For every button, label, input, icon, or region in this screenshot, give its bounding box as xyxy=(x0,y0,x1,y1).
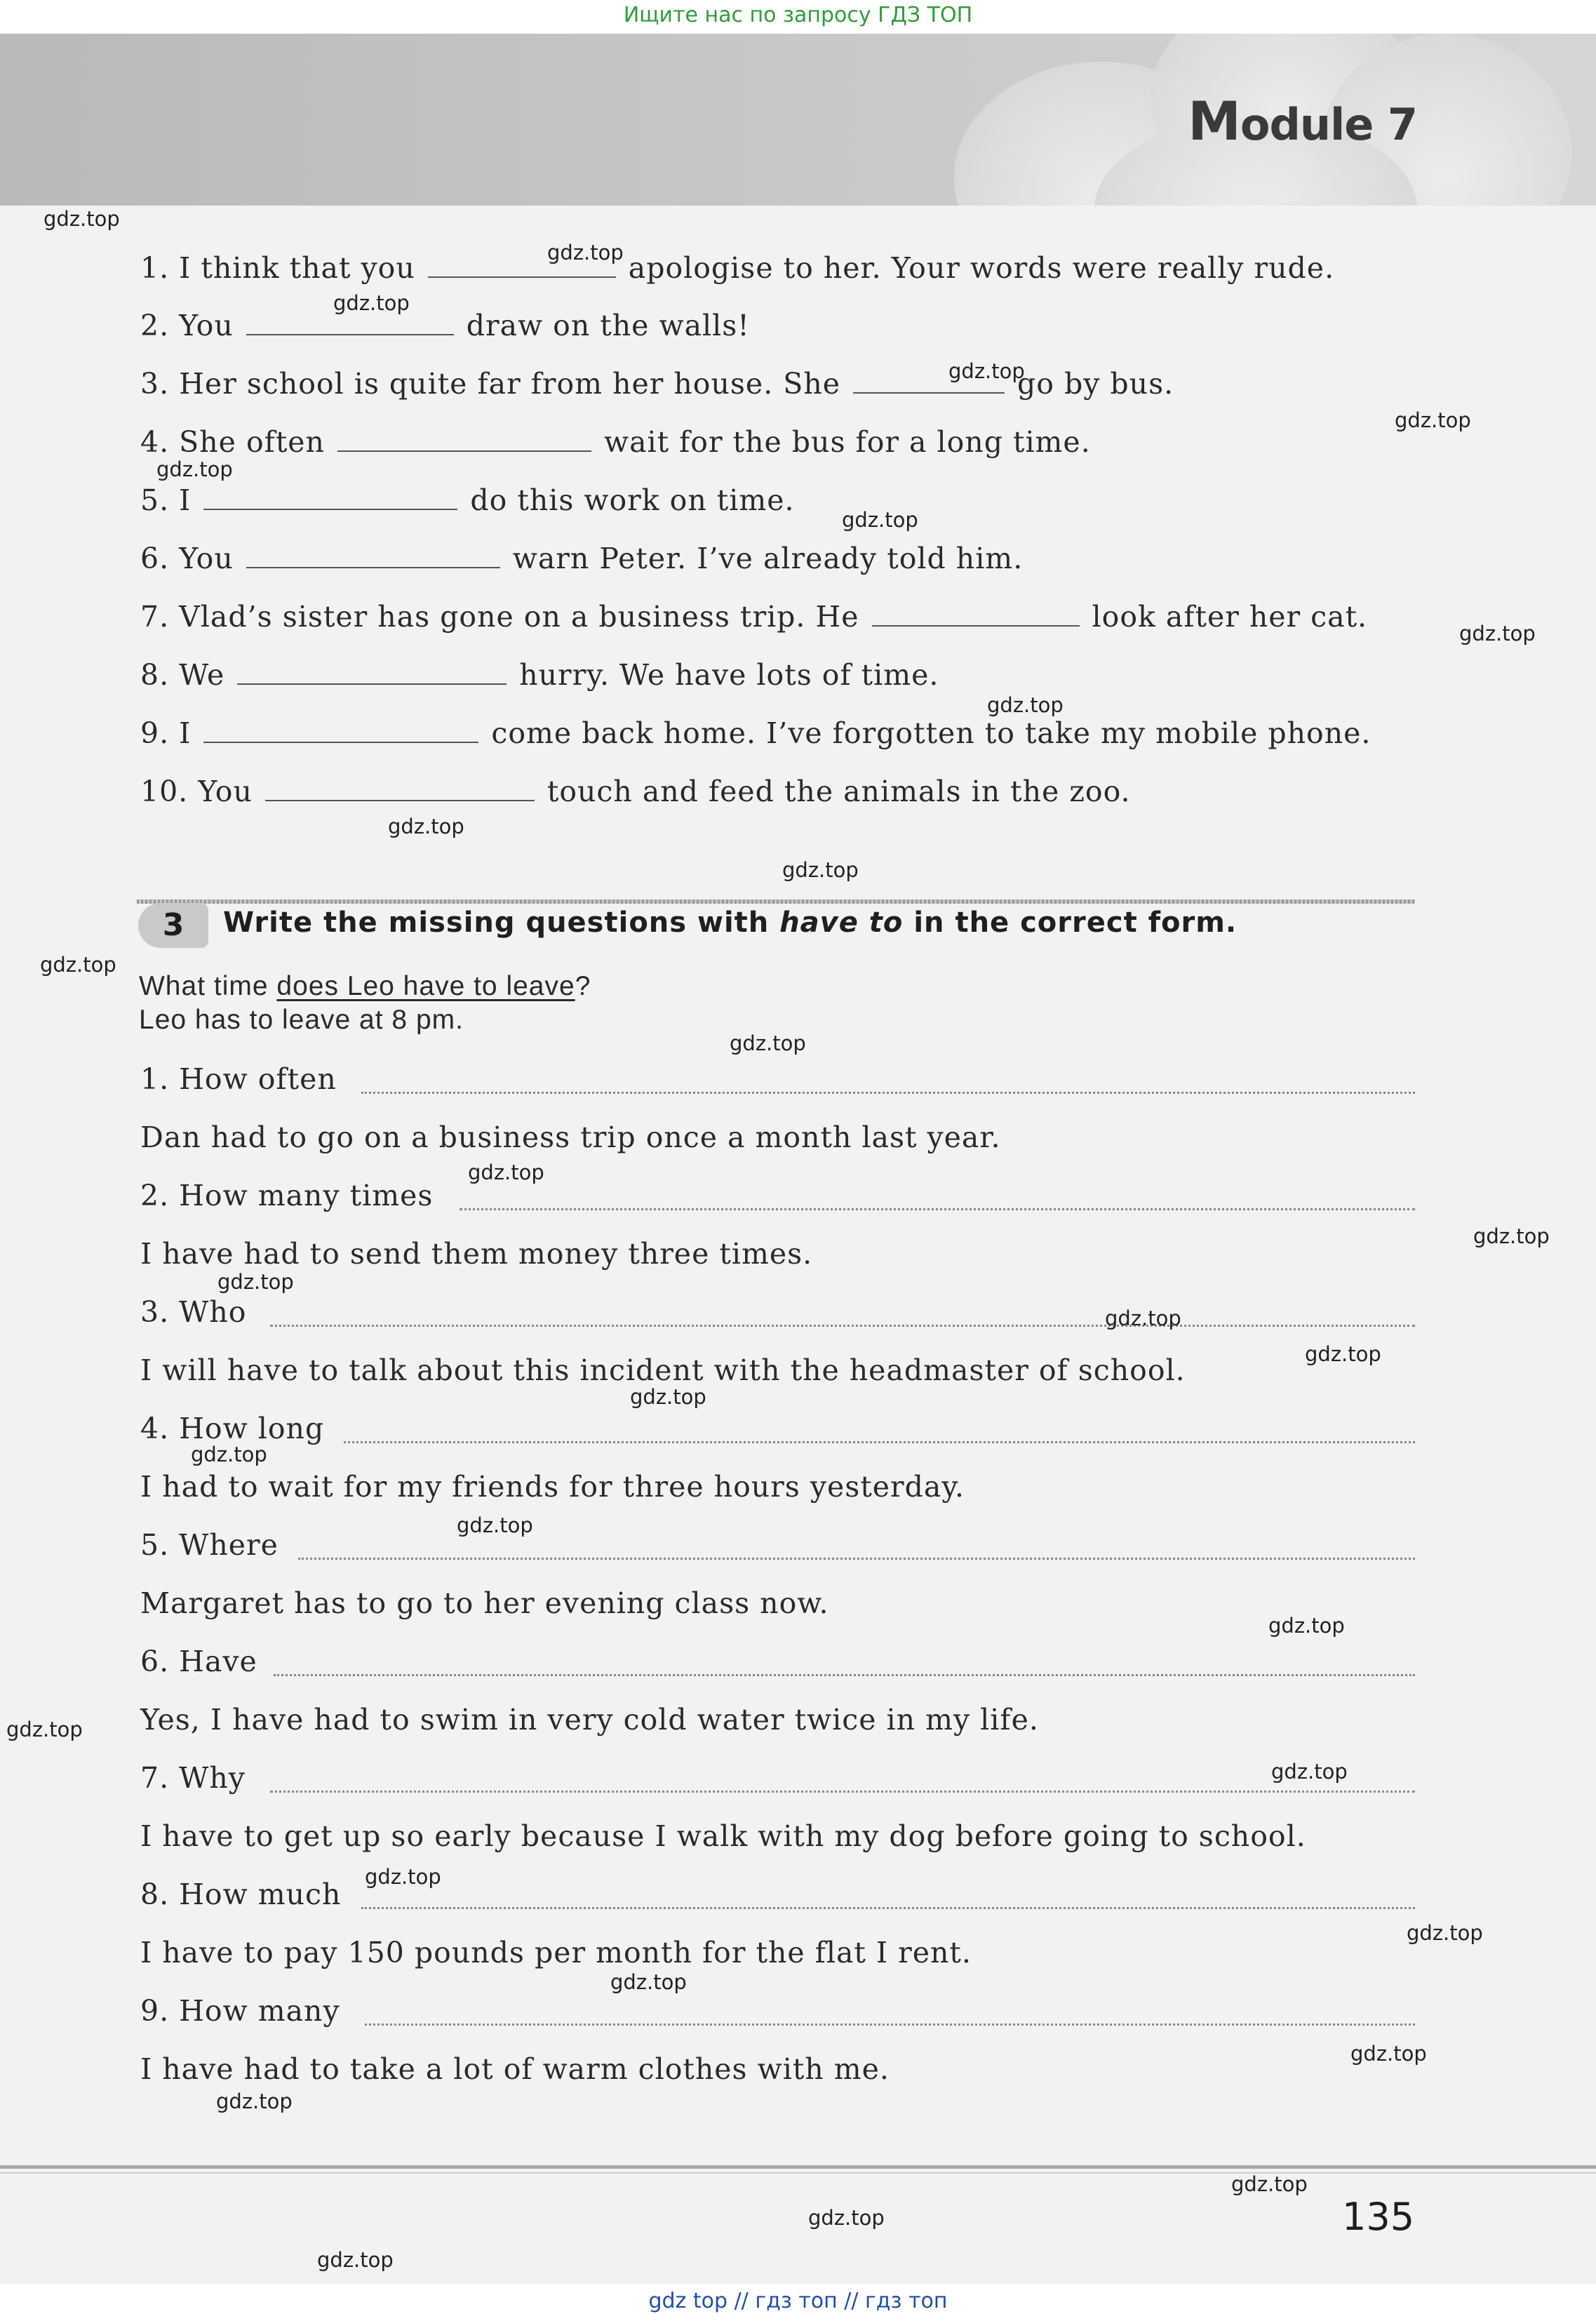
watermark: gdz.top xyxy=(987,693,1064,717)
watermark: gdz.top xyxy=(610,1970,687,1994)
watermark: gdz.top xyxy=(1407,1921,1483,1945)
watermark: gdz.top xyxy=(1271,1760,1348,1784)
ex2-item: 10. You touch and feed the animals in the zoo. xyxy=(140,775,1131,808)
watermark: gdz.top xyxy=(333,291,410,315)
watermark: gdz.top xyxy=(216,2089,293,2113)
question-writing-line[interactable] xyxy=(344,1441,1415,1443)
watermark: gdz.top xyxy=(1350,2042,1427,2066)
ex3-answer: I have to pay 150 pounds per month for the flat I rent. xyxy=(140,1936,972,1969)
watermark: gdz.top xyxy=(1105,1306,1181,1330)
ex2-item: 8. We hurry. We have lots of time. xyxy=(140,658,939,692)
ex3-answer: Dan had to go on a business trip once a month last year. xyxy=(140,1121,1001,1154)
watermark: gdz.top xyxy=(457,1513,533,1537)
watermark: gdz.top xyxy=(317,2248,394,2272)
exercise-number-badge: 3 xyxy=(138,903,208,948)
example-question: What time does Leo have to leave? xyxy=(139,971,591,1001)
watermark: gdz.top xyxy=(630,1385,706,1409)
watermark: gdz.top xyxy=(730,1031,806,1055)
answer-blank[interactable] xyxy=(246,542,500,568)
module-title: Module 7 xyxy=(1188,90,1417,152)
watermark: gdz.top xyxy=(468,1160,544,1184)
question-writing-line[interactable] xyxy=(270,1325,1415,1327)
ex3-prompt: 5. Where xyxy=(140,1528,279,1562)
ex2-item: 6. You warn Peter. I’ve already told him. xyxy=(140,542,1024,575)
question-writing-line[interactable] xyxy=(274,1674,1415,1676)
ex3-prompt: 6. Have xyxy=(140,1645,257,1678)
watermark: gdz.top xyxy=(1395,408,1471,432)
question-writing-line[interactable] xyxy=(298,1558,1415,1560)
watermark: gdz.top xyxy=(217,1270,294,1294)
watermark: gdz.top xyxy=(388,815,464,838)
ex3-answer: I will have to talk about this incident with the headmaster of school. xyxy=(140,1353,1186,1387)
question-writing-line[interactable] xyxy=(361,1092,1415,1094)
ex3-prompt: 9. How many xyxy=(140,1994,340,2028)
ex2-item: 2. You draw on the walls! xyxy=(140,309,750,342)
ex3-prompt: 8. How much xyxy=(140,1878,342,1911)
watermark: gdz.top xyxy=(1473,1224,1550,1248)
exercise-instruction: Write the missing questions with have to in the correct form. xyxy=(223,907,1238,939)
watermark: gdz.top xyxy=(156,457,233,481)
watermark: gdz.top xyxy=(842,508,918,532)
watermark: gdz.top xyxy=(1459,622,1536,646)
watermark: gdz.top xyxy=(1231,2172,1308,2196)
answer-blank[interactable] xyxy=(237,658,507,685)
answer-blank[interactable] xyxy=(337,425,591,452)
bottom-banner: gdz top // гдз топ // гдз топ xyxy=(0,2284,1596,2321)
answer-blank[interactable] xyxy=(203,483,457,510)
question-writing-line[interactable] xyxy=(361,1907,1415,1909)
page-number: 135 xyxy=(1342,2195,1415,2239)
example-answer: Leo has to leave at 8 pm. xyxy=(139,1005,464,1035)
section-divider xyxy=(137,899,1415,904)
answer-blank[interactable] xyxy=(265,775,535,801)
ex3-answer: Yes, I have had to swim in very cold water twice in my life. xyxy=(140,1703,1039,1737)
watermark: gdz.top xyxy=(6,1718,83,1741)
watermark: gdz.top xyxy=(40,953,116,977)
ex3-answer: Margaret has to go to her evening class now. xyxy=(140,1586,829,1620)
ex3-prompt: 1. How often xyxy=(140,1062,337,1096)
footer-rule-thin xyxy=(0,2172,1596,2174)
ex2-item: 1. I think that you apologise to her. Your words were really rude. xyxy=(140,251,1335,285)
watermark: gdz.top xyxy=(782,858,859,882)
watermark: gdz.top xyxy=(365,1865,441,1889)
question-writing-line[interactable] xyxy=(460,1208,1415,1210)
ex3-prompt: 4. How long xyxy=(140,1412,325,1445)
watermark: gdz.top xyxy=(948,359,1025,383)
top-banner: Ищите нас по запросу ГДЗ ТОП xyxy=(0,0,1596,34)
ex2-item: 9. I come back home. I’ve forgotten to take my mobile phone. xyxy=(140,716,1372,750)
ex3-answer: I have to get up so early because I walk with my dog before going to school. xyxy=(140,1819,1306,1853)
answer-blank[interactable] xyxy=(872,600,1080,627)
ex3-answer: I had to wait for my friends for three hours yesterday. xyxy=(140,1470,965,1504)
ex3-prompt: 2. How many times xyxy=(140,1179,434,1212)
ex3-prompt: 7. Why xyxy=(140,1761,246,1795)
ex3-answer: I have had to send them money three times. xyxy=(140,1237,813,1271)
watermark: gdz.top xyxy=(1268,1614,1345,1638)
watermark: gdz.top xyxy=(547,241,624,265)
answer-blank[interactable] xyxy=(203,716,478,743)
ex2-item: 3. Her school is quite far from her house. She go by bus. xyxy=(140,367,1174,401)
watermark: gdz.top xyxy=(808,2206,885,2230)
ex2-item: 5. I do this work on time. xyxy=(140,483,795,517)
ex3-answer: I have had to take a lot of warm clothes with me. xyxy=(140,2052,890,2086)
ex2-item: 4. She often wait for the bus for a long time. xyxy=(140,425,1091,459)
watermark: gdz.top xyxy=(43,207,120,231)
footer-rule xyxy=(0,2165,1596,2169)
ex2-item: 7. Vlad’s sister has gone on a business trip. He look after her cat. xyxy=(140,600,1368,634)
ex3-prompt: 3. Who xyxy=(140,1295,247,1329)
question-writing-line[interactable] xyxy=(365,2024,1415,2026)
watermark: gdz.top xyxy=(1305,1342,1381,1366)
watermark: gdz.top xyxy=(191,1443,267,1466)
question-writing-line[interactable] xyxy=(270,1791,1415,1793)
